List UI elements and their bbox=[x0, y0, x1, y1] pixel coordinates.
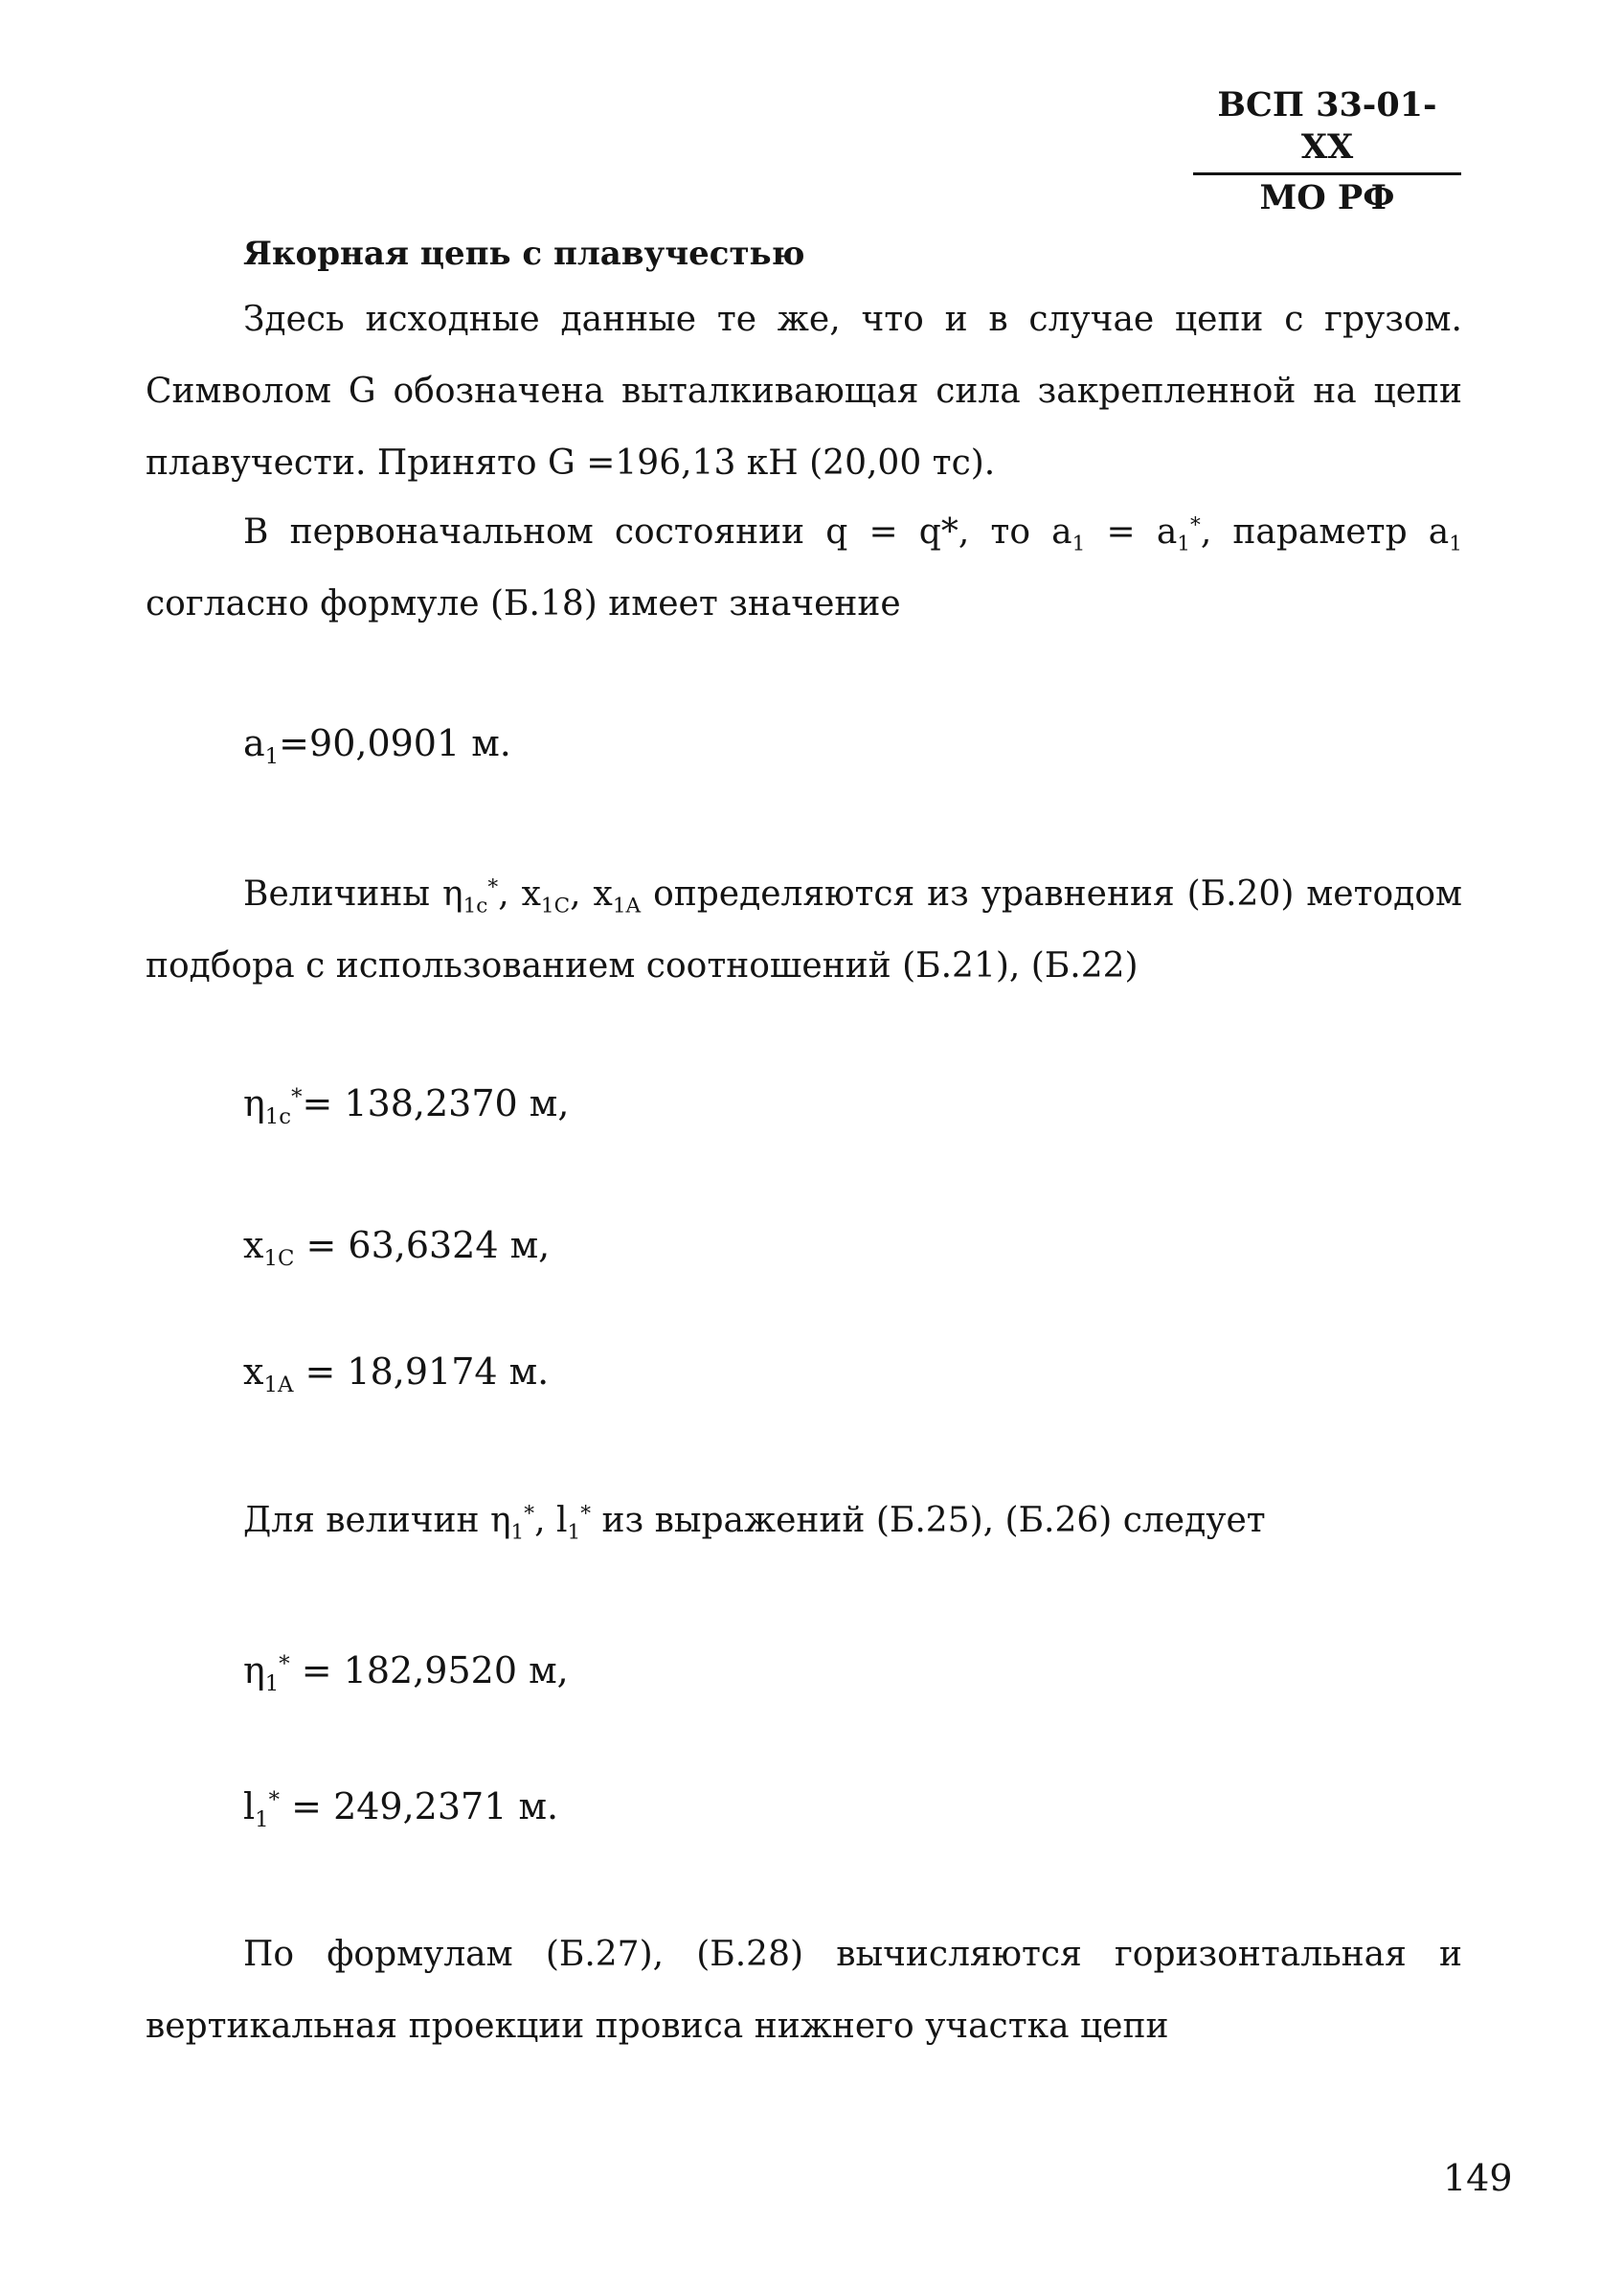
text: согласно формуле (Б.18) имеет значение bbox=[146, 584, 901, 624]
var: l bbox=[243, 1785, 256, 1827]
subscript: 1A bbox=[263, 1372, 294, 1397]
subscript: 1 bbox=[255, 1806, 269, 1832]
paragraph-initial-state bbox=[146, 496, 1462, 640]
text: , bbox=[498, 874, 522, 914]
formula-x-1a bbox=[243, 1349, 549, 1395]
doc-org: МО РФ bbox=[1259, 178, 1395, 217]
superscript: * bbox=[524, 1502, 535, 1527]
doc-code: ВСП 33-01-ХХ bbox=[1193, 84, 1461, 175]
text: , то bbox=[958, 512, 1052, 552]
symbol-g: G bbox=[348, 372, 376, 411]
section-heading: Якорная цепь с плавучестью bbox=[243, 235, 805, 273]
var: x bbox=[243, 1224, 264, 1266]
symbol-x-1c bbox=[521, 874, 571, 919]
text: = bbox=[1085, 512, 1157, 552]
formula-a1 bbox=[243, 720, 511, 769]
symbol-a1 bbox=[1051, 512, 1086, 556]
text: , bbox=[534, 1501, 556, 1540]
var: a bbox=[1051, 512, 1072, 552]
var: η bbox=[441, 874, 463, 914]
var: a bbox=[1428, 512, 1450, 552]
formula-eta-1 bbox=[243, 1647, 569, 1696]
text: из выражений (Б.25), (Б.26) следует bbox=[591, 1501, 1266, 1540]
symbol-eta-1c bbox=[441, 874, 499, 919]
value: = 182,9520 м, bbox=[289, 1649, 569, 1691]
superscript: * bbox=[580, 1502, 592, 1527]
var: x bbox=[521, 874, 541, 914]
symbol-l-1 bbox=[555, 1501, 592, 1545]
subscript: 1 bbox=[1449, 532, 1462, 556]
subscript: 1C bbox=[263, 1245, 295, 1271]
subscript: 1 bbox=[1177, 532, 1191, 556]
text: Здесь исходные данные те же, что и в случае цепи с грузом. Символом bbox=[146, 300, 1462, 411]
symbol-a1 bbox=[1428, 512, 1462, 556]
symbol-eta-1 bbox=[489, 1501, 535, 1545]
value: =90,0901 м. bbox=[279, 722, 511, 764]
subscript: 1A bbox=[612, 894, 642, 919]
subscript: 1C bbox=[540, 894, 571, 919]
value: = 138,2370 м, bbox=[302, 1082, 570, 1124]
text: , bbox=[570, 874, 594, 914]
symbol-g: G bbox=[548, 443, 575, 483]
equation-q: q = q* bbox=[825, 512, 959, 552]
superscript: * bbox=[279, 1651, 290, 1677]
var: η bbox=[243, 1649, 265, 1691]
text: , параметр bbox=[1200, 512, 1429, 552]
superscript: * bbox=[1190, 513, 1201, 538]
formula-l-1 bbox=[243, 1783, 559, 1832]
formula-x-1c bbox=[243, 1222, 551, 1271]
superscript: * bbox=[268, 1787, 281, 1813]
page-number: 149 bbox=[1443, 2157, 1513, 2199]
subscript: 1c bbox=[462, 894, 488, 919]
paragraph-expressions bbox=[146, 1485, 1462, 1556]
paragraph-values-method bbox=[146, 858, 1462, 1002]
subscript: 1 bbox=[1071, 532, 1086, 556]
text: Для величин bbox=[243, 1501, 490, 1540]
value: = 63,6324 м, bbox=[294, 1224, 551, 1266]
superscript: * bbox=[487, 875, 499, 900]
document-header bbox=[1193, 84, 1461, 219]
symbol-x-1a bbox=[593, 874, 642, 919]
paragraph-projections: По формулам (Б.27), (Б.28) вычисляются горизонтальная и вертикальная проекции провиса нижнего участка цепи bbox=[146, 1935, 1462, 2046]
value: = 249,2371 м. bbox=[280, 1785, 559, 1827]
value: = 18,9174 м. bbox=[293, 1350, 550, 1393]
subscript: 1c bbox=[264, 1103, 292, 1129]
subscript: 1 bbox=[510, 1520, 525, 1545]
subscript: 1 bbox=[567, 1520, 581, 1545]
var: η bbox=[243, 1082, 265, 1124]
text: определяются из уравнения (Б.20) методом подбора с использованием соотношений (Б.21), (Б.22) bbox=[146, 874, 1463, 986]
text: обозначена выталкивающая сила закрепленной на цепи плавучести. Принято bbox=[146, 372, 1462, 483]
superscript: * bbox=[291, 1084, 303, 1110]
formula-eta-1c bbox=[243, 1080, 570, 1129]
var: l bbox=[555, 1501, 568, 1540]
var: x bbox=[243, 1350, 264, 1393]
paragraph-initial-data bbox=[146, 284, 1462, 499]
text: =196,13 кН (20,00 тс). bbox=[575, 443, 996, 483]
symbol-a1-star bbox=[1156, 512, 1201, 556]
var: a bbox=[1156, 512, 1178, 552]
subscript: 1 bbox=[264, 1670, 280, 1696]
subscript: 1 bbox=[264, 743, 280, 769]
text: Величины bbox=[243, 874, 442, 914]
text: В первоначальном состоянии bbox=[243, 512, 826, 552]
var: η bbox=[489, 1501, 511, 1540]
var: a bbox=[243, 722, 265, 764]
var: x bbox=[593, 874, 613, 914]
